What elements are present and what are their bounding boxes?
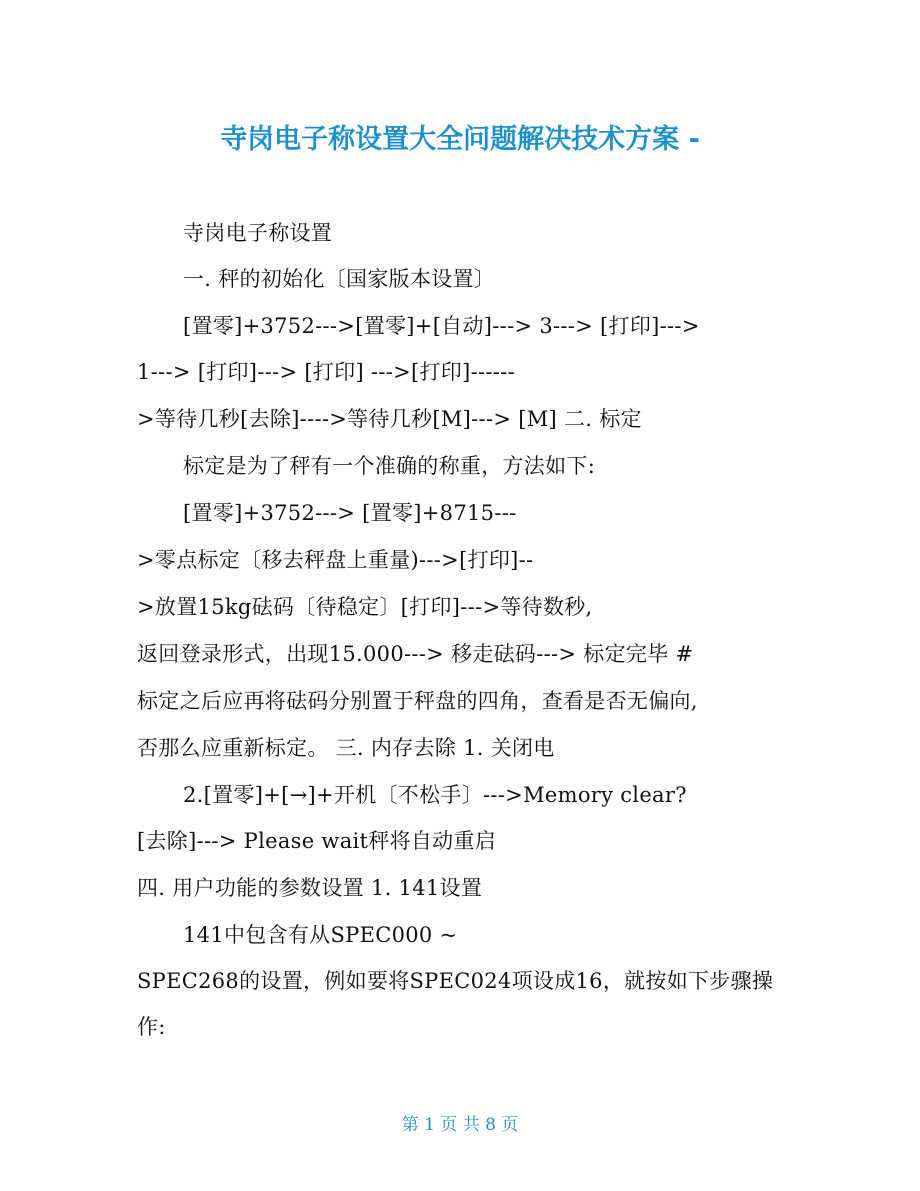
text-line: [置零]+3752--->[置零]+[自动]---> 3---> [打印]---> [183,314,700,338]
text-line: 否那么应重新标定。 三. 内存去除 1. 关闭电 [137,736,555,760]
text-line: 标定是为了秤有一个准确的称重，方法如下: [183,454,596,478]
text-line: [去除]---> Please wait秤将自动重启 [137,829,497,853]
text-line: >放置15kg砝码〔待稳定〕[打印]--->等待数秒, [137,595,593,619]
document-title: 寺岗电子称设置大全问题解决技术方案 - [220,124,700,155]
text-line: 寺岗电子称设置 [183,221,333,245]
text-line: 四. 用户功能的参数设置 1. 141设置 [137,876,483,900]
text-line: 一. 秤的初始化〔国家版本设置〕 [183,267,496,291]
text-line: 标定之后应再将砝码分别置于秤盘的四角，查看是否无偏向, [137,689,698,713]
text-line: [置零]+3752---> [置零]+8715--- [183,501,517,525]
text-line: 返回登录形式，出现15.000---> 移走砝码---> 标定完毕 # [137,642,694,666]
text-line: 作: [137,1015,166,1039]
text-line: 2.[置零]+[→]+开机〔不松手〕--->Memory clear? [183,783,687,807]
page-indicator: 第 1 页 共 8 页 [401,1115,519,1135]
text-line: 141中包含有从SPEC000 ~ [183,923,458,947]
text-line: 1---> [打印]---> [打印] --->[打印]------ [137,360,515,384]
text-line: >等待几秒[去除]---->等待几秒[M]---> [M] 二. 标定 [137,407,642,431]
text-line: SPEC268的设置，例如要将SPEC024项设成16，就按如下步骤操 [137,969,774,993]
text-line: >零点标定〔移去秤盘上重量)--->[打印]-- [137,548,534,572]
